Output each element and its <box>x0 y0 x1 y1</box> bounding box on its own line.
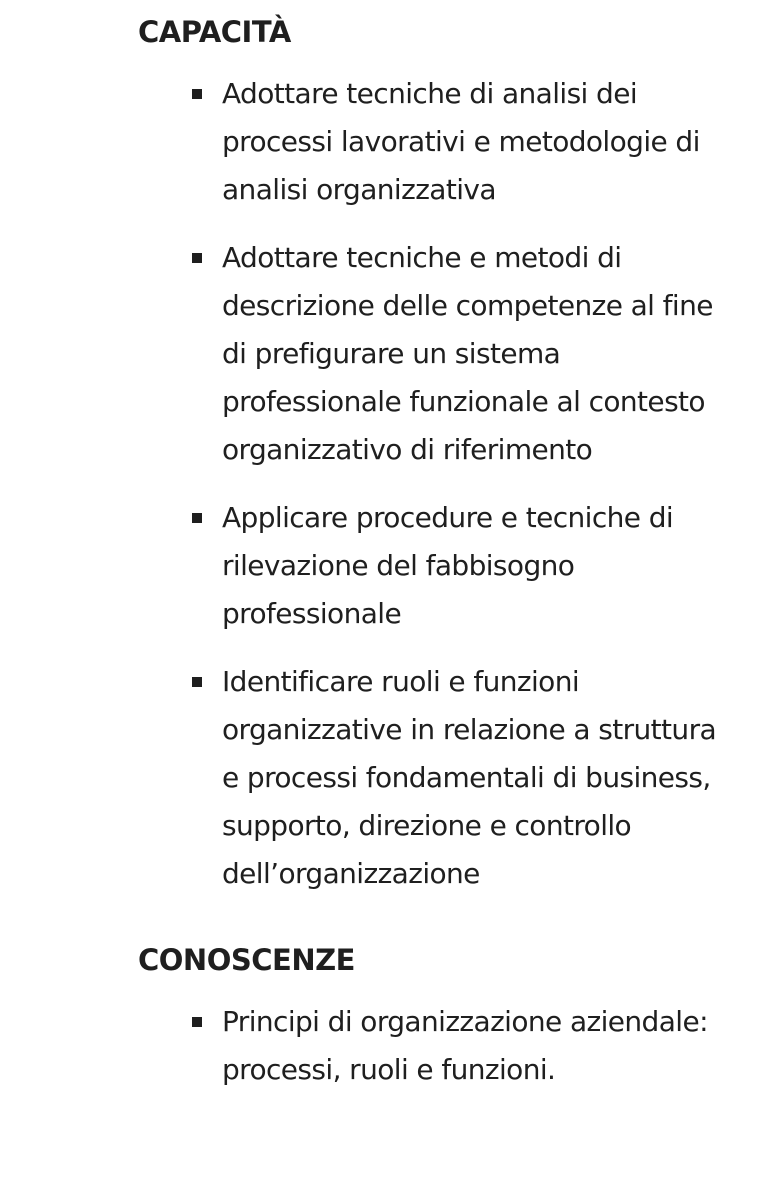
list-item <box>222 494 727 638</box>
list-item <box>222 658 727 898</box>
square-bullet-icon <box>192 513 202 523</box>
page-content <box>138 8 738 1114</box>
list-item-text: Identificare ruoli e funzioni organizzative in relazione a struttura e processi fondamentali di business, supporto, direzione e controllo dell’organizzazione <box>222 665 717 890</box>
section-title-conoscenze: CONOSCENZE <box>138 943 355 977</box>
square-bullet-icon <box>192 253 202 263</box>
list-item <box>222 70 727 214</box>
list-item-text: Applicare procedure e tecniche di rilevazione del fabbisogno professionale <box>222 501 674 630</box>
capacita-list <box>138 70 738 898</box>
list-item <box>222 998 727 1094</box>
conoscenze-list <box>138 998 738 1094</box>
list-item-text: Adottare tecniche di analisi dei processi lavorativi e metodologie di analisi organizzativa <box>222 77 700 206</box>
section-title-capacita: CAPACITÀ <box>138 15 291 49</box>
list-item-text: Principi di organizzazione aziendale: processi, ruoli e funzioni. <box>222 1005 708 1086</box>
square-bullet-icon <box>192 89 202 99</box>
square-bullet-icon <box>192 677 202 687</box>
square-bullet-icon <box>192 1017 202 1027</box>
list-item-text: Adottare tecniche e metodi di descrizione delle competenze al fine di prefigurare un sistema professionale funzionale al contesto organizzativo di riferimento <box>222 241 713 466</box>
list-item <box>222 234 727 474</box>
